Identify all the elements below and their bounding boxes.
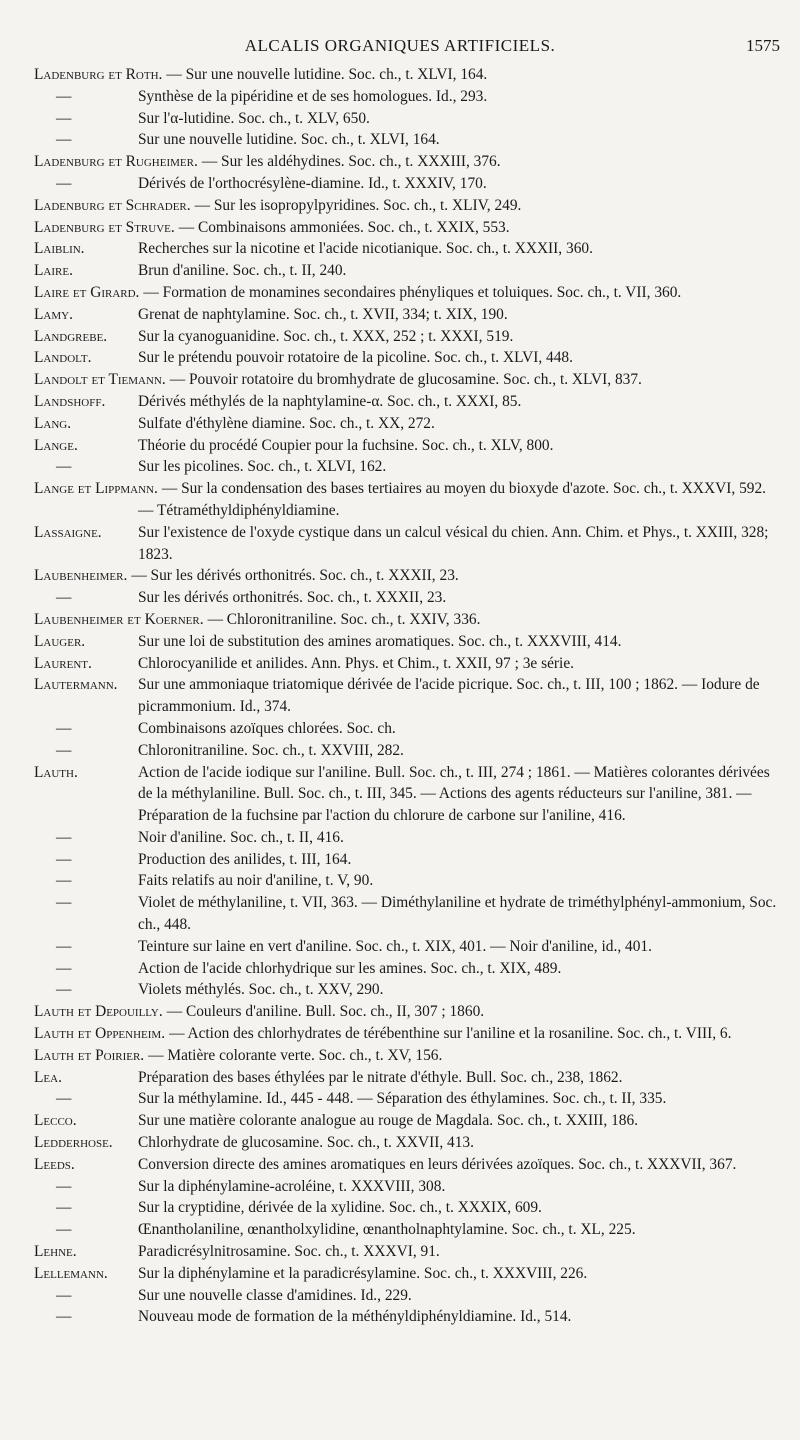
ditto-dash: — xyxy=(56,894,72,912)
ditto-dash: — xyxy=(56,959,72,977)
ditto-dash: — xyxy=(56,174,72,192)
entry-text: — Formation de monamines secondaires phényliques et toluiques. Soc. ch., t. VII, 360. xyxy=(143,283,682,301)
ditto-dash: — xyxy=(56,1286,72,1304)
bibliography-entry xyxy=(34,1197,784,1219)
entry-text: — Couleurs d'aniline. Bull. Soc. ch., II, 307 ; 1860. xyxy=(166,1003,485,1021)
entry-text: Production des anilides, t. III, 164. xyxy=(138,850,352,868)
bibliography-entry xyxy=(34,173,784,195)
bibliography-entry xyxy=(34,892,784,936)
entry-author: Lauth et Poirier. xyxy=(34,1046,145,1064)
bibliography-entry xyxy=(34,456,784,478)
ditto-dash: — xyxy=(56,87,72,105)
entry-text: — Sur la condensation des bases tertiaires au moyen du bioxyde d'azote. Soc. ch., t. XXXVI, 592. — Tétraméthyldiphényldiamine. xyxy=(138,480,767,519)
bibliography-entry xyxy=(34,849,784,871)
entry-text: Action de l'acide chlorhydrique sur les amines. Soc. ch., t. XIX, 489. xyxy=(138,959,562,977)
ditto-dash: — xyxy=(56,741,72,759)
entry-text: Sur la diphénylamine-acroléine, t. XXXVIII, 308. xyxy=(138,1177,446,1195)
bibliography-entry xyxy=(34,478,784,522)
bibliography-entry xyxy=(34,718,784,740)
entry-text: — Chloronitraniline. Soc. ch., t. XXIV, 336. xyxy=(207,610,481,628)
running-title: ALCALIS ORGANIQUES ARTIFICIELS. xyxy=(244,36,556,55)
entry-author: Lassaigne. xyxy=(34,523,102,541)
ditto-dash: — xyxy=(56,109,72,127)
entry-text: — Matière colorante verte. Soc. ch., t. XV, 156. xyxy=(148,1046,443,1064)
entry-author: Ladenburg et Schrader. xyxy=(34,196,191,214)
entry-text: Faits relatifs au noir d'aniline, t. V, 90. xyxy=(138,872,374,890)
entry-text: Chloronitraniline. Soc. ch., t. XXVIII, 282. xyxy=(138,741,404,759)
bibliography-entry xyxy=(34,631,784,653)
entry-author: Lauth et Depouilly. xyxy=(34,1003,163,1021)
entry-text: Violet de méthylaniline, t. VII, 363. — Diméthylaniline et hydrate de triméthylphényl-ammonium, Soc. ch., 448. xyxy=(138,894,777,934)
bibliography-entry xyxy=(34,958,784,980)
entry-text: Combinaisons azoïques chlorées. Soc. ch. xyxy=(138,719,396,737)
ditto-dash: — xyxy=(56,828,72,846)
bibliography-entry xyxy=(34,1132,784,1154)
ditto-dash: — xyxy=(56,1090,72,1108)
entry-text: Synthèse de la pipéridine et de ses homologues. Id., 293. xyxy=(138,87,488,105)
bibliography-entry xyxy=(34,304,784,326)
bibliography-entry xyxy=(34,260,784,282)
entry-text: Action de l'acide iodique sur l'aniline. Bull. Soc. ch., t. III, 274 ; 1861. — Matières colorantes dérivées de la méthylaniline. Bull. Soc. ch., t. III, 345. — Actions des agents réducteurs sur l'aniline, 381. — Préparation de la fuchsine par l'action du chlorure de carbone sur l'aniline, 416. xyxy=(138,763,770,825)
entry-text: Teinture sur laine en vert d'aniline. Soc. ch., t. XIX, 401. — Noir d'aniline, id., 401. xyxy=(138,937,652,955)
entry-author: Laiblin. xyxy=(34,240,85,258)
bibliography-entry xyxy=(34,762,784,827)
bibliography-entry xyxy=(34,740,784,762)
bibliography-entry xyxy=(34,870,784,892)
bibliography-entry xyxy=(34,936,784,958)
bibliography-entry xyxy=(34,674,784,718)
entry-text: Sur la cryptidine, dérivée de la xylidine. Soc. ch., t. XXXIX, 609. xyxy=(138,1199,542,1217)
bibliography-entry xyxy=(34,827,784,849)
entry-text: Sur une loi de substitution des amines aromatiques. Soc. ch., t. XXXVIII, 414. xyxy=(138,632,622,650)
entry-text: Sur le prétendu pouvoir rotatoire de la picoline. Soc. ch., t. XLVI, 448. xyxy=(138,349,573,367)
entry-text: Nouveau mode de formation de la méthényldiphényldiamine. Id., 514. xyxy=(138,1308,572,1326)
entry-text: — Sur les aldéhydines. Soc. ch., t. XXXIII, 376. xyxy=(201,153,501,171)
entry-author: Landgrebe. xyxy=(34,327,108,345)
entry-text: Recherches sur la nicotine et l'acide nicotianique. Soc. ch., t. XXXII, 360. xyxy=(138,240,593,258)
ditto-dash: — xyxy=(56,1199,72,1217)
entry-author: Lehne. xyxy=(34,1243,77,1261)
ditto-dash: — xyxy=(56,850,72,868)
bibliography-entry xyxy=(34,1001,784,1023)
entry-author: Lauth. xyxy=(34,763,78,781)
bibliography-entry xyxy=(34,195,784,217)
bibliography-entry xyxy=(34,413,784,435)
entry-author: Lauth et Oppenheim. xyxy=(34,1025,166,1043)
entry-text: Sur une nouvelle lutidine. Soc. ch., t. XLVI, 164. xyxy=(138,131,440,149)
entry-author: Lang. xyxy=(34,414,72,432)
entry-author: Laire. xyxy=(34,262,73,280)
entry-author: Lea. xyxy=(34,1068,62,1086)
entry-text: Sulfate d'éthylène diamine. Soc. ch., t. XX, 272. xyxy=(138,414,435,432)
entry-author: Lautermann. xyxy=(34,676,118,694)
bibliography-entry xyxy=(34,1045,784,1067)
entry-text: Œnantholaniline, œnantholxylidine, œnantholnaphtylamine. Soc. ch., t. XL, 225. xyxy=(138,1221,636,1239)
entry-text: Sur une nouvelle classe d'amidines. Id., 229. xyxy=(138,1286,412,1304)
entry-author: Laire et Girard. xyxy=(34,283,140,301)
entry-author: Landolt. xyxy=(34,349,92,367)
entry-author: Lange. xyxy=(34,436,78,454)
bibliography-entry xyxy=(34,217,784,239)
bibliography-entry xyxy=(34,282,784,304)
entry-text: Grenat de naphtylamine. Soc. ch., t. XVII, 334; t. XIX, 190. xyxy=(138,305,508,323)
bibliography-entry xyxy=(34,1241,784,1263)
ditto-dash: — xyxy=(56,131,72,149)
entry-text: Sur la diphénylamine et la paradicrésylamine. Soc. ch., t. XXXVIII, 226. xyxy=(138,1264,588,1282)
entry-text: — Sur les dérivés orthonitrés. Soc. ch., t. XXXII, 23. xyxy=(131,567,459,585)
entry-text: Conversion directe des amines aromatiques en leurs dérivées azoïques. Soc. ch., t. XXXVII, 367. xyxy=(138,1155,737,1173)
entry-text: — Combinaisons ammoniées. Soc. ch., t. XXIX, 553. xyxy=(178,218,510,236)
bibliography-entry xyxy=(34,522,784,566)
bibliography-entry xyxy=(34,587,784,609)
entry-author: Leeds. xyxy=(34,1155,75,1173)
bibliography-entry xyxy=(34,108,784,130)
bibliography-entry xyxy=(34,347,784,369)
entry-text: Violets méthylés. Soc. ch., t. XXV, 290. xyxy=(138,981,384,999)
entry-text: — Sur les isopropylpyridines. Soc. ch., t. XLIV, 249. xyxy=(194,196,522,214)
bibliography-entry xyxy=(34,238,784,260)
bibliography-list xyxy=(34,64,784,1328)
entry-author: Laubenheimer. xyxy=(34,567,128,585)
entry-text: Préparation des bases éthylées par le nitrate d'éthyle. Bull. Soc. ch., 238, 1862. xyxy=(138,1068,623,1086)
entry-text: Sur la méthylamine. Id., 445 - 448. — Séparation des éthylamines. Soc. ch., t. II, 335. xyxy=(138,1090,667,1108)
entry-text: Sur les dérivés orthonitrés. Soc. ch., t. XXXII, 23. xyxy=(138,589,447,607)
entry-text: Sur une ammoniaque triatomique dérivée de l'acide picrique. Soc. ch., t. III, 100 ; 1862. — Iodure de picrammonium. Id., 374. xyxy=(138,676,760,716)
page-header xyxy=(0,34,800,58)
entry-author: Laurent. xyxy=(34,654,92,672)
bibliography-entry xyxy=(34,1067,784,1089)
ditto-dash: — xyxy=(56,1221,72,1239)
entry-text: Sur une matière colorante analogue au rouge de Magdala. Soc. ch., t. XXIII, 186. xyxy=(138,1112,639,1130)
entry-author: Ladenburg et Rugheimer. xyxy=(34,153,198,171)
bibliography-entry xyxy=(34,1023,784,1045)
bibliography-entry xyxy=(34,326,784,348)
entry-author: Landshoff. xyxy=(34,392,106,410)
bibliography-entry xyxy=(34,1154,784,1176)
entry-author: Lellemann. xyxy=(34,1264,108,1282)
page-number: 1575 xyxy=(746,36,780,55)
bibliography-entry xyxy=(34,1306,784,1328)
entry-text: Paradicrésylnitrosamine. Soc. ch., t. XXXVI, 91. xyxy=(138,1243,440,1261)
bibliography-entry xyxy=(34,1263,784,1285)
bibliography-entry xyxy=(34,129,784,151)
entry-author: Ladenburg et Roth. xyxy=(34,66,163,83)
bibliography-entry xyxy=(34,1088,784,1110)
entry-text: Sur l'α-lutidine. Soc. ch., t. XLV, 650. xyxy=(138,109,370,127)
entry-author: Ladenburg et Struve. xyxy=(34,218,175,236)
entry-text: — Action des chlorhydrates de térébenthine sur l'aniline et la rosaniline. Soc. ch., t. VIII, 6. xyxy=(169,1025,732,1043)
entry-text: Sur l'existence de l'oxyde cystique dans un calcul vésical du chien. Ann. Chim. et Phys., t. XXIII, 328; 1823. xyxy=(138,523,769,563)
bibliography-entry xyxy=(34,565,784,587)
entry-text: Théorie du procédé Coupier pour la fuchsine. Soc. ch., t. XLV, 800. xyxy=(138,436,554,454)
bibliography-entry xyxy=(34,1110,784,1132)
entry-text: Dérivés de l'orthocrésylène-diamine. Id., t. XXXIV, 170. xyxy=(138,174,487,192)
bibliography-entry xyxy=(34,979,784,1001)
ditto-dash: — xyxy=(56,872,72,890)
entry-text: Sur la cyanoguanidine. Soc. ch., t. XXX, 252 ; t. XXXI, 519. xyxy=(138,327,514,345)
entry-text: Dérivés méthylés de la naphtylamine-α. Soc. ch., t. XXXI, 85. xyxy=(138,392,522,410)
ditto-dash: — xyxy=(56,589,72,607)
entry-author: Lauger. xyxy=(34,632,86,650)
entry-text: Chlorhydrate de glucosamine. Soc. ch., t. XXVII, 413. xyxy=(138,1134,474,1152)
bibliography-entry xyxy=(34,1285,784,1307)
bibliography-entry xyxy=(34,1176,784,1198)
entry-text: Chlorocyanilide et anilides. Ann. Phys. et Chim., t. XXII, 97 ; 3e série. xyxy=(138,654,575,672)
entry-author: Lecco. xyxy=(34,1112,77,1130)
bibliography-entry xyxy=(34,151,784,173)
entry-text: Sur les picolines. Soc. ch., t. XLVI, 162. xyxy=(138,458,387,476)
ditto-dash: — xyxy=(56,719,72,737)
entry-text: — Sur une nouvelle lutidine. Soc. ch., t. XLVI, 164. xyxy=(166,66,488,83)
entry-author: Ledderhose. xyxy=(34,1134,113,1152)
bibliography-entry xyxy=(34,86,784,108)
entry-text: — Pouvoir rotatoire du bromhydrate de glucosamine. Soc. ch., t. XLVI, 837. xyxy=(169,371,642,389)
bibliography-entry xyxy=(34,653,784,675)
bibliography-entry xyxy=(34,64,784,86)
entry-author: Landolt et Tiemann. xyxy=(34,371,166,389)
entry-text: Brun d'aniline. Soc. ch., t. II, 240. xyxy=(138,262,347,280)
ditto-dash: — xyxy=(56,1308,72,1326)
ditto-dash: — xyxy=(56,937,72,955)
bibliography-entry xyxy=(34,391,784,413)
entry-author: Lange et Lippmann. xyxy=(34,480,158,498)
bibliography-entry xyxy=(34,435,784,457)
ditto-dash: — xyxy=(56,981,72,999)
bibliography-entry xyxy=(34,609,784,631)
ditto-dash: — xyxy=(56,458,72,476)
bibliography-entry xyxy=(34,369,784,391)
bibliography-entry xyxy=(34,1219,784,1241)
entry-author: Lamy. xyxy=(34,305,73,323)
entry-author: Laubenheimer et Koerner. xyxy=(34,610,204,628)
entry-text: Noir d'aniline. Soc. ch., t. II, 416. xyxy=(138,828,344,846)
ditto-dash: — xyxy=(56,1177,72,1195)
